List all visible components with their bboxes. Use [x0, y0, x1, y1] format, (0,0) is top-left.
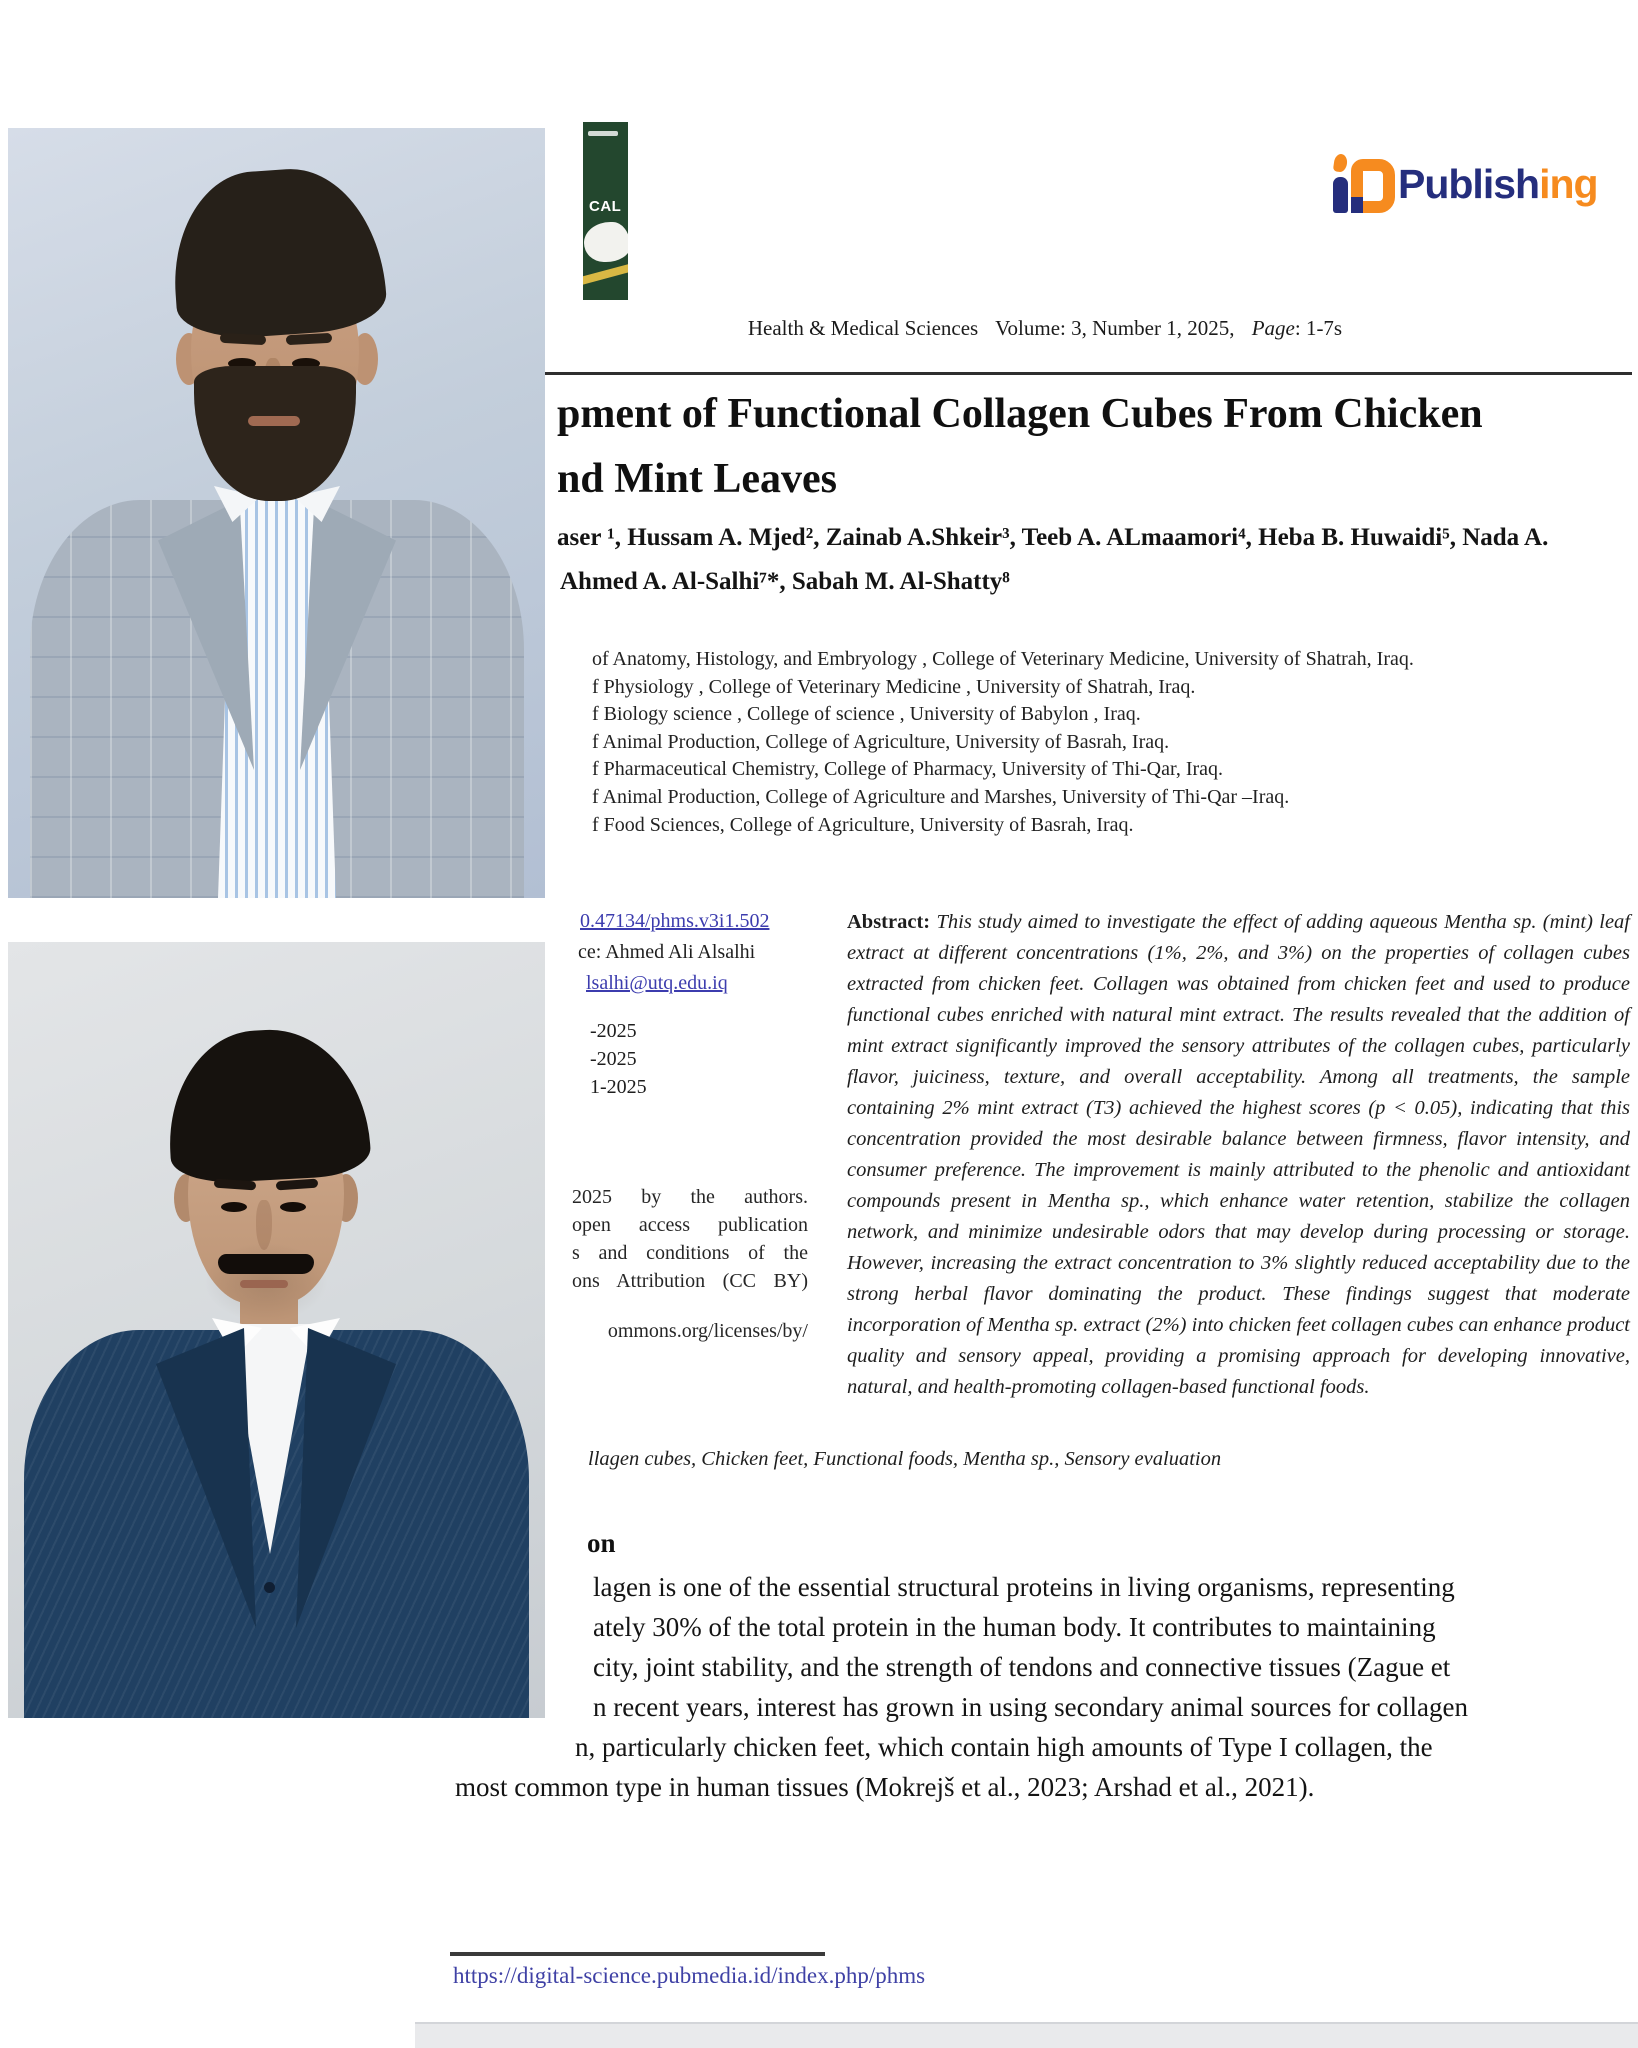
journal-header-line — [455, 316, 1635, 341]
author-photo-bottom — [8, 942, 545, 1718]
logo-dot-icon — [1333, 153, 1348, 173]
copyright-line: open access publication — [572, 1214, 808, 1236]
portrait-nose — [256, 1200, 272, 1250]
affiliation-line: f Biology science , College of science , University of Babylon , Iraq. — [592, 703, 1141, 725]
intro-line: n recent years, interest has grown in using secondary animal sources for collagen — [593, 1692, 1468, 1722]
portrait-mustache — [218, 1254, 314, 1274]
portrait-beard — [194, 366, 356, 501]
author-photo-top — [8, 128, 545, 898]
affiliation-line: of Anatomy, Histology, and Embryology , College of Veterinary Medicine, University of Shatrah, Iraq. — [592, 648, 1414, 670]
logo-notch-icon — [1351, 197, 1363, 213]
copyright-line: 2025 by the authors. — [572, 1186, 808, 1208]
intro-line: n, particularly chicken feet, which contain high amounts of Type I collagen, the — [575, 1732, 1433, 1762]
portrait-mouth — [248, 416, 300, 426]
portrait-hair — [164, 1025, 372, 1185]
abstract-text: This study aimed to investigate the effect of adding aqueous Mentha sp. (mint) leaf extract at different concentrations (1%, 2%, and 3%) on the properties of collagen cubes extracted from chicken feet. Collagen was obtained from chicken feet and used to produce functional cubes enriched with natural mint extract. The results revealed that the addition of mint extract significantly improved the sensory attributes of the collagen cubes, particularly flavor, juiciness, texture, and overall acceptability. Among all treatments, the sample containing 2% mint extract (T3) achieved the highest scores (p < 0.05), indicating that this concentration provided the most desirable balance between firmness, flavor intensity, and consumer preference. The improvement is mainly attributed to the phenolic and antioxidant compounds present in Mentha sp., which enhance water retention, stabilize the collagen network, and minimize undesirable odors that may develop during processing or storage. However, increasing the extract concentration to 3% slightly reduced acceptability due to the strong herbal flavor dominating the product. These findings suggest that moderate incorporation of Mentha sp. extract (2%) into chicken feet collagen cubes can enhance product quality and sensory appeal, providing a promising approach for developing innovative, natural, and health-promoting collagen-based functional foods. — [847, 910, 1631, 1398]
copyright-line: ons Attribution (CC BY) — [572, 1270, 808, 1292]
intro-line: most common type in human tissues (Mokrejš et al., 2023; Arshad et al., 2021). — [455, 1772, 1315, 1802]
intro-line: city, joint stability, and the strength of tendons and connective tissues (Zague et — [593, 1652, 1451, 1682]
abstract-label: Abstract: — [847, 910, 931, 933]
correspondence-email-link[interactable]: lsalhi@utq.edu.iq — [586, 972, 728, 994]
footer-rule — [450, 1952, 825, 1956]
history-date: 1-2025 — [590, 1076, 647, 1098]
cover-logo-mark — [588, 131, 618, 136]
journal-page-value: : 1-7s — [1294, 316, 1343, 340]
journal-page-label: Page — [1251, 316, 1295, 340]
portrait-mouth — [240, 1280, 288, 1288]
correspondence-text: ce: Ahmed Ali Alsalhi — [578, 941, 756, 963]
authors-line2: Ahmed A. Al-Salhi⁷*, Sabah M. Al-Shatty⁸ — [560, 568, 1010, 595]
portrait-hair — [168, 163, 389, 342]
affiliation-line: f Animal Production, College of Agriculture, University of Basrah, Iraq. — [592, 731, 1170, 753]
cover-title-fragment: CAL — [589, 198, 622, 215]
journal-name: Health & Medical Sciences — [747, 316, 979, 340]
affiliation-line: f Animal Production, College of Agriculture and Marshes, University of Thi-Qar –Iraq. — [592, 786, 1290, 808]
affiliation-line: f Pharmaceutical Chemistry, College of Pharmacy, University of Thi-Qar, Iraq. — [592, 758, 1224, 780]
portrait-eye-right — [280, 1202, 306, 1212]
copyright-line: s and conditions of the — [572, 1242, 808, 1264]
logo-stem-icon — [1333, 177, 1348, 213]
intro-line: ately 30% of the total protein in the human body. It contributes to maintaining — [593, 1612, 1436, 1642]
intro-line: lagen is one of the essential structural proteins in living organisms, representing — [593, 1572, 1455, 1602]
history-date: -2025 — [590, 1048, 637, 1070]
bottom-gray-bar — [415, 2022, 1638, 2048]
license-url-fragment: ommons.org/licenses/by/ — [607, 1320, 808, 1342]
journal-site-link[interactable]: https://digital-science.pubmedia.id/index.php/phms — [453, 1963, 926, 1988]
doi-link[interactable]: 0.47134/phms.v3i1.502 — [580, 910, 770, 932]
portrait-eye-left — [221, 1202, 247, 1212]
authors-line1: aser ¹, Hussam A. Mjed², Zainab A.Shkeir³, Teeb A. ALmaamori⁴, Heba B. Huwaidi⁵, Nada A. — [557, 524, 1549, 551]
affiliation-line: f Food Sciences, College of Agriculture, University of Basrah, Iraq. — [592, 814, 1134, 836]
cover-yellow-stroke — [583, 262, 628, 285]
article-title-line1: pment of Functional Collagen Cubes From Chicken — [557, 391, 1483, 437]
keywords-line: llagen cubes, Chicken feet, Functional foods, Mentha sp., Sensory evaluation — [588, 1448, 1222, 1470]
title-divider-rule — [460, 372, 1632, 375]
introduction-heading: on — [587, 1528, 616, 1558]
publisher-wordmark — [1398, 153, 1598, 215]
affiliation-line: f Physiology , College of Veterinary Medicine , University of Shatrah, Iraq. — [592, 676, 1196, 698]
cover-flower-art — [584, 222, 628, 262]
publisher-word-accent: ing — [1539, 161, 1598, 207]
article-title-line2: nd Mint Leaves — [557, 456, 838, 502]
journal-volume-info: Volume: 3, Number 1, 2025, — [995, 316, 1235, 340]
publisher-word-main: Publish — [1398, 161, 1540, 207]
publisher-logo — [1332, 152, 1598, 216]
journal-cover-thumbnail — [583, 122, 628, 300]
publisher-logo-icon — [1332, 153, 1398, 215]
abstract-paragraph — [847, 907, 1630, 1403]
portrait-suit-button — [264, 1582, 275, 1593]
history-date: -2025 — [590, 1020, 637, 1042]
